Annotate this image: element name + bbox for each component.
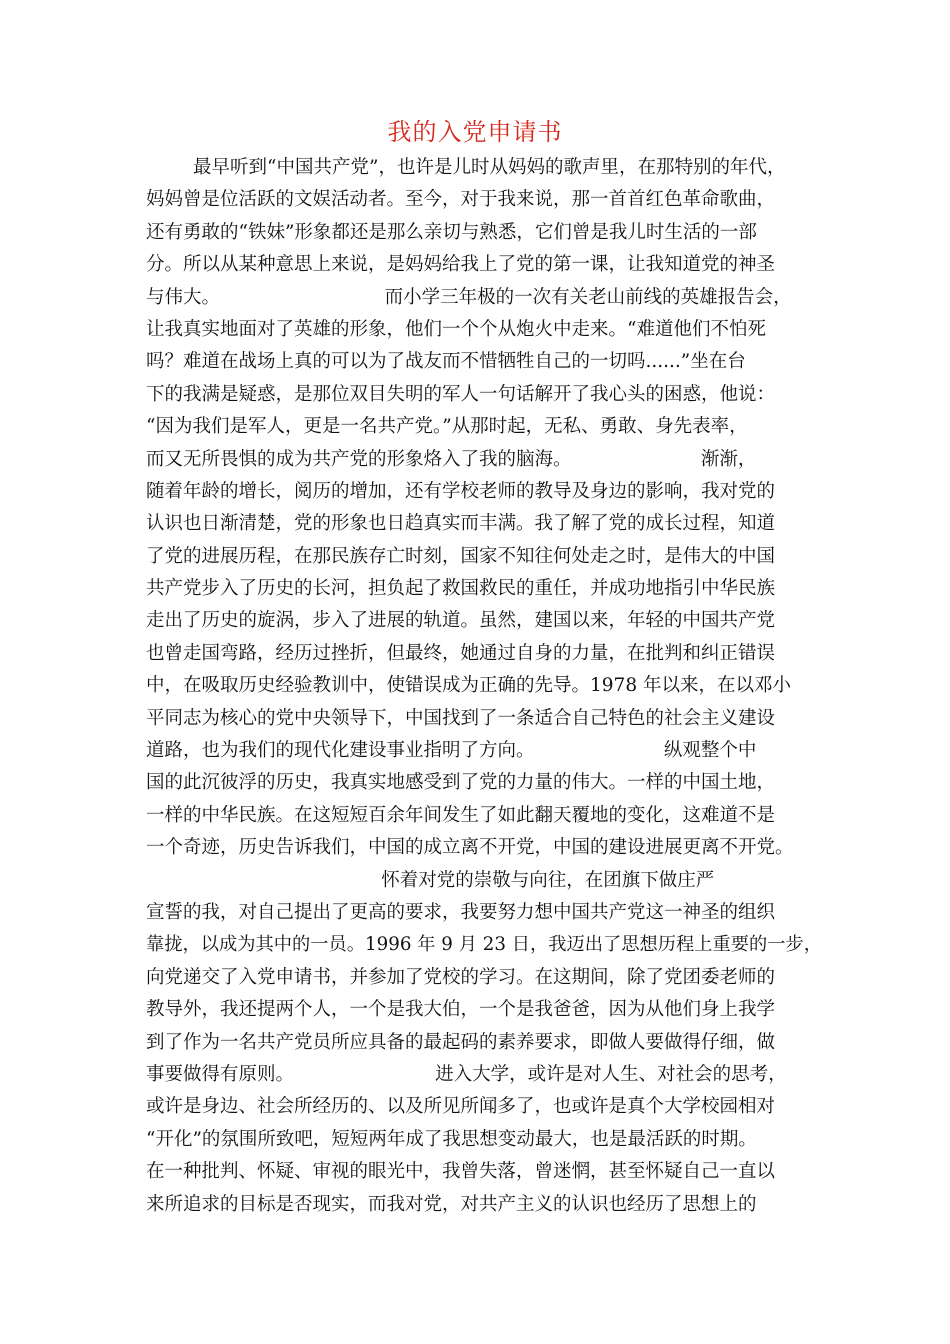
body-line: 国的此沉彼浮的历史，我真实地感受到了党的力量的伟大。一样的中国土地，: [146, 772, 776, 794]
body-line: 也曾走国弯路，经历过挫折，但最终，她通过自身的力量，在批判和纠正错误: [146, 642, 776, 664]
document-title: 我的入党申请书: [387, 118, 563, 146]
body-line: “因为我们是军人，更是一名共产党。”从那时起，无私、勇敢、身先表率，: [146, 416, 748, 438]
body-line: 下的我满是疑惑，是那位双目失明的军人一句话解开了我心头的困惑，他说：: [146, 383, 776, 405]
body-line: 吗？难道在战场上真的可以为了战友而不惜牺牲自己的一切吗......”坐在台: [146, 351, 746, 373]
body-line: 让我真实地面对了英雄的形象，他们一个个从炮火中走来。“难道他们不怕死: [146, 318, 766, 340]
body-line: 走出了历史的旋涡，步入了进展的轨道。虽然，建国以来，年轻的中国共产党: [146, 610, 776, 632]
body-line: 道路，也为我们的现代化建设事业指明了方向。 纵观整个中: [146, 740, 757, 762]
body-line: 而又无所畏惧的成为共产党的形象烙入了我的脑海。 渐渐，: [146, 448, 757, 470]
body-line: 一个奇迹，历史告诉我们，中国的成立离不开党，中国的建设进展更离不开党。: [146, 837, 794, 859]
body-line: 认识也日渐清楚，党的形象也日趋真实而丰满。我了解了党的成长过程，知道: [146, 513, 776, 535]
body-line: 教导外，我还提两个人，一个是我大伯，一个是我爸爸，因为从他们身上我学: [146, 999, 776, 1021]
body-line: 一样的中华民族。在这短短百余年间发生了如此翻天覆地的变化，这难道不是: [146, 804, 776, 826]
body-line: 中，在吸取历史经验教训中，使错误成为正确的先导。1978 年以来，在以邓小: [146, 675, 791, 697]
body-line: 或许是身边、社会所经历的、以及所见所闻多了，也或许是真个大学校园相对: [146, 1096, 776, 1118]
body-line: 怀着对党的崇敬与向往，在团旗下做庄严: [146, 869, 715, 891]
body-line: 了党的进展历程，在那民族存亡时刻，国家不知往何处走之时，是伟大的中国: [146, 545, 776, 567]
body-line: 到了作为一名共产党员所应具备的最起码的素养要求，即做人要做得仔细，做: [146, 1031, 776, 1053]
body-line: 共产党步入了历史的长河，担负起了救国救民的重任，并成功地指引中华民族: [146, 578, 776, 600]
body-line: 与伟大。 而小学三年极的一次有关老山前线的英雄报告会，: [146, 286, 792, 308]
body-line: 平同志为核心的党中央领导下，中国找到了一条适合自己特色的社会主义建设: [146, 707, 776, 729]
body-line: 宣誓的我，对自己提出了更高的要求，我要努力想中国共产党这一神圣的组织: [146, 901, 776, 923]
body-line: 分。所以从某种意思上来说，是妈妈给我上了党的第一课，让我知道党的神圣: [146, 254, 776, 276]
body-line: 在一种批判、怀疑、审视的眼光中，我曾失落，曾迷惘，甚至怀疑自己一直以: [146, 1161, 776, 1183]
body-line: 来所追求的目标是否现实，而我对党，对共产主义的认识也经历了思想上的: [146, 1193, 757, 1215]
body-line: 妈妈曾是位活跃的文娱活动者。至今，对于我来说，那一首首红色革命歌曲，: [146, 189, 776, 211]
body-line: 还有勇敢的“铁妹”形象都还是那么亲切与熟悉，它们曾是我儿时生活的一部: [146, 221, 757, 243]
document-body: [146, 152, 826, 1221]
body-line: 最早听到“中国共产党”，也许是儿时从妈妈的歌声里，在那特别的年代，: [146, 157, 786, 178]
body-line: 随着年龄的增长，阅历的增加，还有学校老师的教导及身边的影响，我对党的: [146, 480, 776, 502]
body-line: 向党递交了入党申请书，并参加了党校的学习。在这期间，除了党团委老师的: [146, 966, 776, 988]
body-line: 事要做得有原则。 进入大学，或许是对人生、对社会的思考，: [146, 1063, 787, 1085]
body-line: “开化”的氛围所致吧，短短两年成了我思想变动最大，也是最活跃的时期。: [146, 1128, 757, 1150]
body-line: 靠拢，以成为其中的一员。1996 年 9 月 23 日，我迈出了思想历程上重要的一步，: [146, 934, 823, 956]
